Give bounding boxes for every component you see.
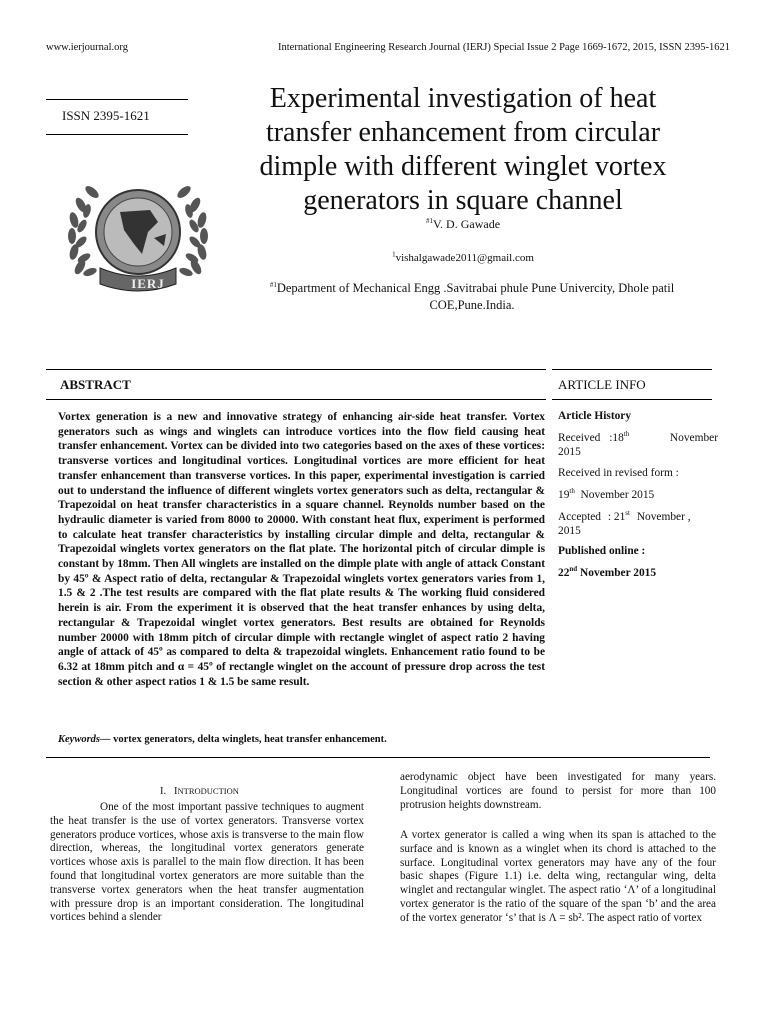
abstract-heading-rule xyxy=(46,399,546,400)
affiliation xyxy=(252,280,692,314)
received-date xyxy=(558,432,718,444)
author-name: V. D. Gawade xyxy=(432,217,501,231)
issn-label: ISSN 2395-1621 xyxy=(62,108,150,123)
received-day: :18 xyxy=(609,432,624,444)
abstract-heading: ABSTRACT xyxy=(60,377,131,392)
article-history-label: Article History xyxy=(558,410,632,422)
accepted-date xyxy=(558,511,718,523)
article-info-heading: ARTICLE INFO xyxy=(558,377,646,392)
accepted-sup: st xyxy=(625,509,630,518)
paper-title: Experimental investigation of heat transfer enhancement from circular dimple with different winglet vortex generators in square channel xyxy=(259,83,667,216)
introduction-numeral: I. xyxy=(160,786,167,797)
keywords-text: vortex generators, delta winglets, heat transfer enhancement. xyxy=(110,734,387,745)
received-sup: th xyxy=(623,430,630,439)
email-line xyxy=(232,252,694,264)
affiliation-sup: #1 xyxy=(269,280,277,289)
introduction-heading-first: I xyxy=(174,786,178,797)
issn-bottom-rule xyxy=(46,134,188,135)
published-day: 22 xyxy=(558,567,570,579)
accepted-day: : 21 xyxy=(607,511,626,523)
abstract-top-rule xyxy=(46,369,546,370)
abstract-text: Vortex generation is a new and innovative strategy of enhancing air-side heat transfer. Vortex generators such as wings and winglets can introduce vortices into the flow field causing heat transfer enhancement. Vortex can be divided into two categories based on the axes of these vortices: transverse vortices and longitudinal vortices. Longitudinal vortices are more efficient for heat transfer enhancement than transverse vortices. In this paper, experimental investigation is carried out to understand the influence of different winglets vortex generators such as delta, rectangular & Trapezoidal on heat transfer characteristics in a square channel. Reynolds number based on the hydraulic diameter is varied from 8000 to 20000. With constant heat flux, experiment is performed to calculate heat transfer characteristics by installing circular dimple and delta, rectangular & Trapezoidal winglets vortex generators on the flat plate. The horizontal pitch of circular dimple is constant by 18mm. Then All winglets are installed on the dimple plate with angle of attack Constant by 45º & Aspect ratio of delta, rectangular & Trapezoidal winglets vortex generators varies from 1, 1.5 & 2 .The test results are compared with the flat plate results & The working fluid considered herein is air. From the experiment it is observed that the heat transfer enhances by using delta, rectangular & Trapezoidal winglet vortex generators. Best results are obtained for Reynolds number 20000 with 18mm pitch of circular dimple with rectangle winglet of aspect ratio 2 having angle of attack of 45º as compared to delta & trapezoidal winglets. Enhancement ratio found to be 6.32 at 18mm pitch and α = 45º of rectangle winglet on the account of pressure drop across the test section & other aspect ratios 1 & 1.5 be same result. xyxy=(58,411,545,688)
published-label: Published online : xyxy=(558,545,646,557)
article-info-heading-rule xyxy=(552,399,712,400)
introduction-heading-rest: NTRODUCTION xyxy=(177,786,239,796)
accepted-label: Accepted xyxy=(558,511,602,523)
accepted-rest: November , xyxy=(636,511,691,523)
revised-date xyxy=(558,489,718,501)
received-label: Received xyxy=(558,432,601,444)
introduction-right-paragraph-1: aerodynamic object have been investigated for many years. Longitudinal vortices are found to persist for more than 100 protrusion heights downstream. xyxy=(400,771,716,811)
introduction-right-paragraph-2: A vortex generator is called a wing when its span is attached to the surface and is known as a winglet when its chord is attached to the surface. Longitudinal vortex generators may have any of the four basic shapes (Figure 1.1) i.e. delta wing, rectangular wing, delta winglet and rectangular winglet. The aspect ratio ‘Λ’ of a longitudinal vortex generator is the ratio of the square of the span ‘b’ and the area of the vortex generator ‘s’ that is Λ = sb². The aspect ratio of vortex xyxy=(400,829,716,924)
author-line xyxy=(232,217,694,232)
affiliation-text: Department of Mechanical Engg .Savitrabai phule Pune Univercity, Dhole patil COE,Pune.India. xyxy=(276,281,675,312)
email-sup: 1 xyxy=(392,250,396,259)
article-info-top-rule xyxy=(552,369,712,370)
published-sup: nd xyxy=(569,565,578,574)
keywords xyxy=(58,734,558,745)
introduction-heading xyxy=(160,786,239,797)
published-rest: November 2015 xyxy=(580,567,657,579)
revised-label: Received in revised form : xyxy=(558,467,679,479)
author-email: vishalgawade2011@gmail.com xyxy=(395,252,534,264)
author-sup: #1 xyxy=(425,217,433,225)
issn-top-rule xyxy=(46,99,188,100)
journal-citation: International Engineering Research Journal (IERJ) Special Issue 2 Page 1669-1672, 2015, ISSN 2395-1621 xyxy=(278,42,730,53)
received-month: November xyxy=(669,432,718,444)
revised-sup: th xyxy=(569,487,575,496)
accepted-year: 2015 xyxy=(558,525,581,537)
journal-url: www.ierjournal.org xyxy=(46,42,128,53)
revised-rest: November 2015 xyxy=(580,489,655,501)
received-year: 2015 xyxy=(558,446,581,458)
logo-ribbon-text: IERJ xyxy=(131,276,165,291)
introduction-paragraph-1: One of the most important passive techniques to augment the heat transfer is the use of vortex generators. Transverse vortex generators produce vortices, whose axis is transverse to the main flow direction, whereas, the longitudinal vortex generators generate vortices whose axis is parallel to the main flow direction. It has been found that longitudinal vortex generators are more suitable than the transverse vortex generators when the heat transfer augmentation with pressure drop is an important consideration. The longitudinal vortices behind a slender xyxy=(50,801,364,924)
revised-day: 19 xyxy=(558,489,570,501)
keywords-label: Keywords— xyxy=(58,734,111,745)
abstract-bottom-rule xyxy=(46,757,710,758)
published-date xyxy=(558,567,718,579)
